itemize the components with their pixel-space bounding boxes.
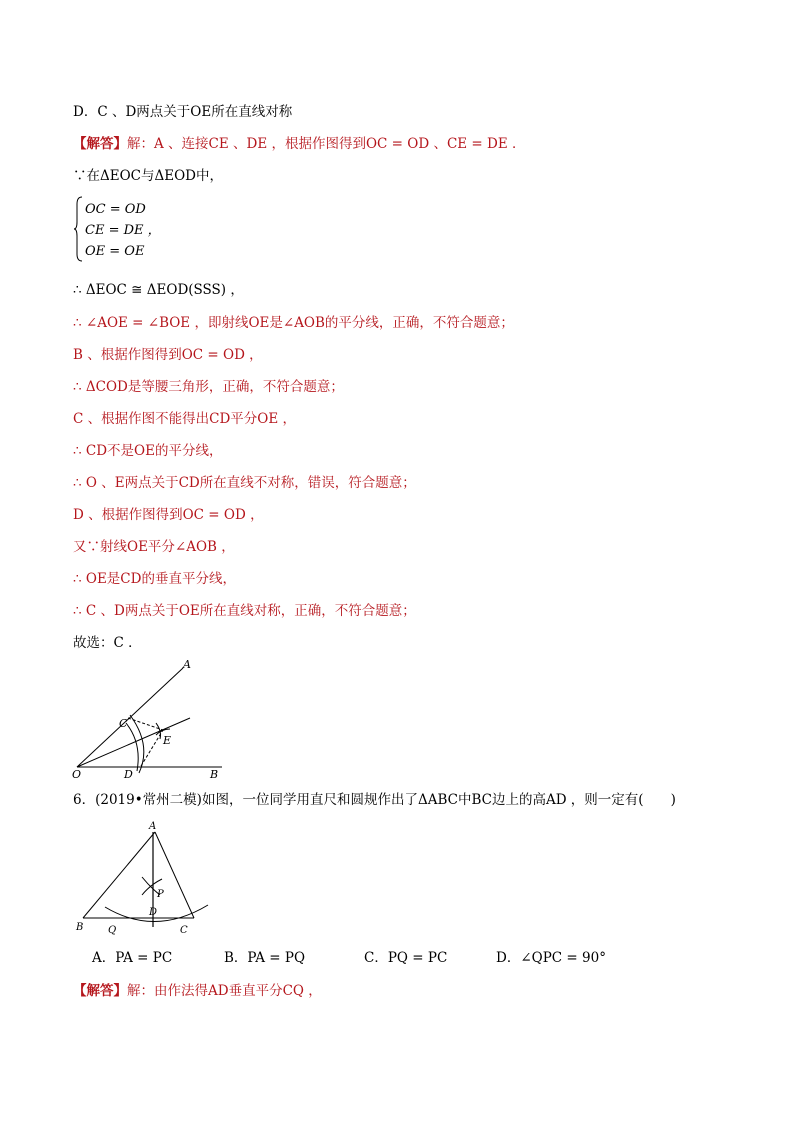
answer-line [73,134,526,154]
oe-not-sym-line: ∴ O 、E两点关于CD所在直线不对称，错误，符合题意； [73,475,416,491]
ray-oa [77,668,183,767]
option-d-text [73,102,292,122]
answer-tag: 【解答】 [73,136,127,152]
segment-de [141,730,163,766]
b-step-line: B 、根据作图得到OC = OD ， [73,347,263,363]
congruent-line: ∴ ΔEOC ≅ ΔEOD(SSS) ， [73,282,244,298]
figure-angle-bisector [60,655,240,780]
option-d2: D．∠QPC = 90° [496,950,606,966]
system-eq-1: OC = OD [85,202,146,217]
figure-altitude [70,815,220,940]
ray-oe [77,718,190,767]
label-c2: C [180,925,188,936]
ray-bisect-line: 又∵射线OE平分∠AOB ， [73,539,235,555]
brace-icon [73,196,83,262]
answer6-text: 解：由作法得AD垂直平分CQ ， [127,983,322,999]
cd-sym-line: ∴ C 、D两点关于OE所在直线对称，正确，不符合题意； [73,603,416,619]
label-e: E [163,734,172,747]
system-eq-3: OE = OE [85,244,145,259]
label-d: D [124,768,133,780]
label-q: Q [108,925,117,936]
question-6: 6．(2019•常州二模)如图，一位同学用直尺和圆规作出了ΔABC中BC边上的高AD ，则一定有( ) [73,792,676,808]
option-c: C．PQ = PC [364,950,448,966]
side-ac [155,832,194,918]
angles-equal-line: ∴ ∠AOE = ∠BOE ，即射线OE是∠AOB的平分线，正确，不符合题意； [73,315,514,331]
d-step-line: D 、根据作图得到OC = OD ， [73,507,264,523]
arc-e1 [156,723,161,739]
perp-bisector-line: ∴ OE是CD的垂直平分线， [73,571,236,587]
answer6-tag: 【解答】 [73,983,127,999]
equation-system [73,196,273,266]
option-d-label: D．C 、D两点关于OE所在直线对称 [73,104,293,120]
choose-line: 故选：C ． [73,635,142,651]
option-a: A．PA = PC [92,950,173,966]
side-ab [83,832,158,918]
isosceles-line: ∴ ΔCOD是等腰三角形，正确，不符合题意； [73,379,344,395]
segment-ce [128,718,163,730]
label-b: B [210,768,219,780]
label-a2: A [149,821,157,832]
arc-inner [126,723,138,771]
label-o: O [72,768,82,780]
answer-intro: 解：A 、连接CE 、DE ，根据作图得到OC = OD 、CE = DE ． [127,136,526,152]
system-eq-2: CE = DE ， [85,223,161,238]
cd-not-line: ∴ CD不是OE的平分线， [73,443,223,459]
label-a: A [183,658,191,671]
label-d2: D [149,907,158,918]
label-p: P [157,889,164,900]
option-b: B．PA = PQ [224,950,306,966]
since-triangles-line: ∵在ΔEOC与ΔEOD中， [73,168,223,184]
label-b2: B [76,922,84,933]
answer6-line [73,981,322,1001]
label-c: C [119,717,128,730]
c-step-line: C 、根据作图不能得出CD平分OE ， [73,411,296,427]
